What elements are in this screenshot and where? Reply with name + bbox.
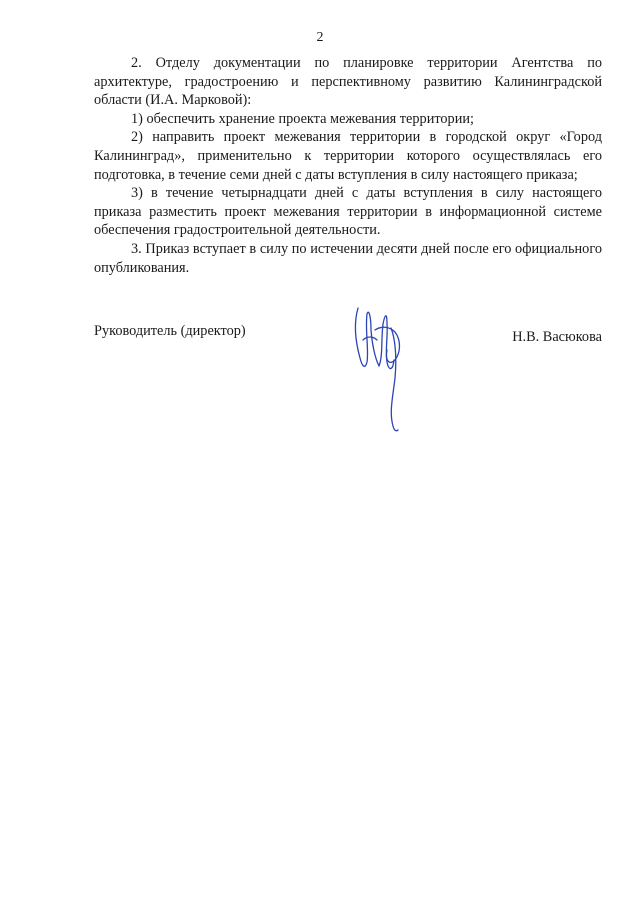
paragraph-section-2: 2. Отделу документации по планировке территории Агентства по архитектуре, градостроению и перспективному развитию Калининградской области (И.А. Марковой):: [94, 55, 602, 109]
page-number: 2: [316, 30, 324, 45]
paragraph-section-3: 3. Приказ вступает в силу по истечении десяти дней после его официального опубликования.: [94, 240, 602, 276]
paragraph-item-1: 1) обеспечить хранение проекта межевания территории;: [131, 110, 474, 127]
signer-name: Н.В. Васюкова: [512, 329, 602, 345]
signer-title: Руководитель (директор): [94, 323, 246, 339]
handwritten-signature: [345, 300, 415, 435]
document-body: [94, 54, 602, 277]
paragraph-item-3: 3) в течение четырнадцати дней с даты вступления в силу настоящего приказа разместить проект межевания территории в информационной системе обеспечения градостроительной деятельности.: [94, 185, 602, 239]
paragraph-item-2: 2) направить проект межевания территории в городской округ «Город Калининград», применительно к территории которого осуществлялась его подготовка, в течение семи дней с даты вступления в силу настоящего приказа;: [94, 129, 602, 183]
